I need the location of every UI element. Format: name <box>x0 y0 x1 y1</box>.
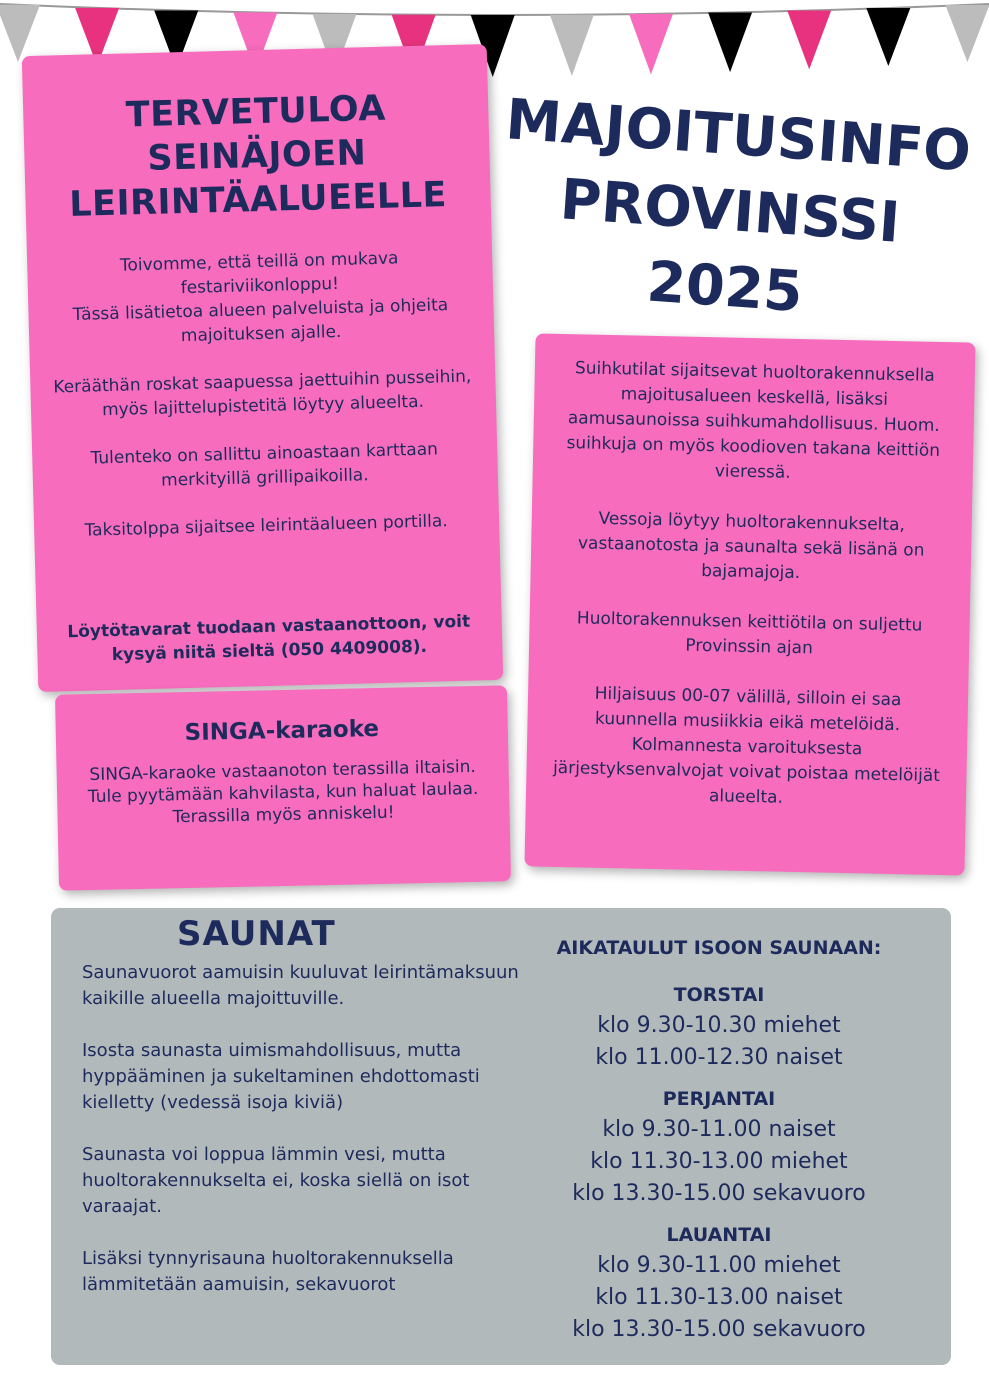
sauna-section <box>51 908 951 1365</box>
schedule-day <box>519 1220 919 1346</box>
bunting-flag <box>550 15 594 76</box>
sauna-title: SAUNAT <box>177 914 336 954</box>
welcome-text: Toivomme, että teillä on mukava festariviikonloppu! Tässä lisätietoa alueen palveluista ja ohjeita majoituksen ajalle. Kerääthän roskat saapuessa jaettuihin pusseihin, myös lajittelupistetitä löytyy alueelta. Tulenteko on sallittu ainoastaan karttaan merkityillä grillipaikoilla. Taksitolppa sijaitsee leirintäalueen portilla. <box>53 248 472 541</box>
welcome-title: TERVETULOA SEINÄJOEN LEIRINTÄALUEELLE <box>68 88 448 225</box>
bunting-flag <box>629 14 673 74</box>
day-name: TORSTAI <box>673 984 765 1006</box>
facilities-text: Suihkutilat sijaitsevat huoltorakennuksella majoitusalueen keskellä, lisäksi aamusaunoissa suihkumahdollisuus. Huom. suihkuja on myös koodioven takana keittiön vieressä. Vessoja löytyy huoltorakennukselta, vastaanotosta ja saunalta sekä lisänä on bajamajoja. Huoltorakennuksen keittiötila on suljettu Provinssin ajan Hiljaisuus 00-07 välillä, silloin ei saa kuunnella musiikkia eikä metelöidä. Kolmannesta varoituksesta järjestyksenvalvojat voivat poistaa metelöijät alueelta. <box>552 358 941 808</box>
singa-card <box>55 685 511 890</box>
bunting-string <box>0 4 989 15</box>
schedule-title: AIKATAULUT ISOON SAUNAAN: <box>556 937 882 959</box>
time-slot: klo 11.30-13.00 naiset <box>595 1285 843 1310</box>
bunting-flag <box>866 8 910 66</box>
bunting-flag <box>787 11 831 70</box>
day-name: PERJANTAI <box>662 1088 776 1110</box>
bunting-flag <box>945 5 989 62</box>
lost-and-found-text: Löytötavarat tuodaan vastaanottoon, voit kysyä niitä sieltä (050 4409008). <box>67 611 471 666</box>
time-slot: klo 9.30-10.30 miehet <box>597 1013 841 1038</box>
schedule-day <box>519 980 919 1074</box>
welcome-card <box>22 44 503 692</box>
time-slot: klo 11.30-13.00 miehet <box>590 1149 848 1174</box>
time-slot: klo 9.30-11.00 naiset <box>602 1117 836 1142</box>
schedule-day <box>519 1084 919 1210</box>
bunting-flag <box>0 5 40 62</box>
day-name: LAUANTAI <box>666 1224 772 1246</box>
time-slot: klo 13.30-15.00 sekavuoro <box>572 1181 866 1206</box>
time-slot: klo 11.00-12.30 naiset <box>595 1045 843 1070</box>
time-slot: klo 9.30-11.00 miehet <box>597 1253 841 1278</box>
singa-title: SINGA-karaoke <box>184 715 380 747</box>
facilities-card <box>524 333 975 875</box>
bunting-flag <box>708 13 752 73</box>
time-slot: klo 13.30-15.00 sekavuoro <box>572 1317 866 1342</box>
singa-text: SINGA-karaoke vastaanoton terassilla iltaisin. Tule pyytämään kahvilasta, kun haluat laulaa. Terassilla myös anniskelu! <box>87 756 479 828</box>
sauna-schedule <box>519 934 919 1356</box>
sauna-text: Saunavuorot aamuisin kuuluvat leirintämaksuun kaikille alueella majoittuville. Isosta saunasta uimismahdollisuus, mutta hyppääminen ja sukeltaminen ehdottomasti kielletty (vedessä isoja kiviä) Saunasta voi loppua lämmin vesi, mutta huoltorakennukselta ei, koska siellä on isot varaajat. Lisäksi tynnyrisauna huoltorakennuksella lämmitetään aamuisin, sekavuorot <box>82 962 519 1295</box>
main-title: MAJOITUSINFO PROVINSSI 2025 <box>503 87 973 326</box>
